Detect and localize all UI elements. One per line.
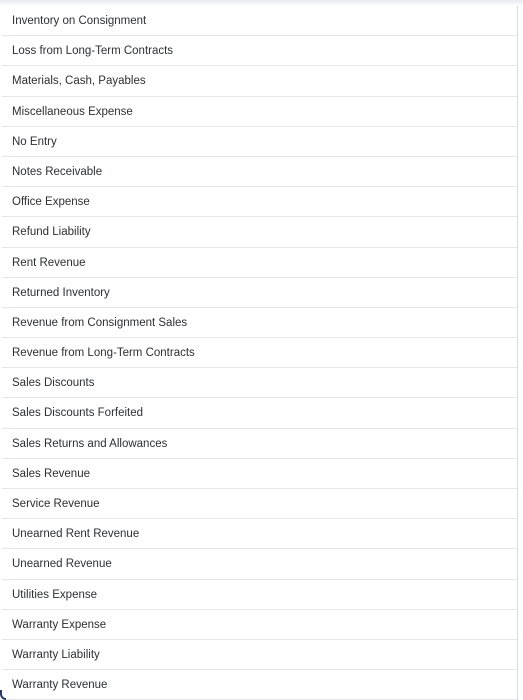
option-sales-discounts-forfeited[interactable]: Sales Discounts Forfeited	[2, 398, 517, 428]
option-sales-returns-and-allowances[interactable]: Sales Returns and Allowances	[2, 429, 517, 459]
option-notes-receivable[interactable]: Notes Receivable	[2, 157, 517, 187]
option-rent-revenue[interactable]: Rent Revenue	[2, 248, 517, 278]
option-warranty-liability[interactable]: Warranty Liability	[2, 640, 517, 670]
option-unearned-revenue[interactable]: Unearned Revenue	[2, 549, 517, 579]
option-warranty-revenue[interactable]: Warranty Revenue	[2, 670, 517, 700]
option-materials-cash-payables[interactable]: Materials, Cash, Payables	[2, 66, 517, 96]
option-loss-from-long-term-contracts[interactable]: Loss from Long-Term Contracts	[2, 36, 517, 66]
option-warranty-expense[interactable]: Warranty Expense	[2, 610, 517, 640]
option-revenue-from-consignment-sales[interactable]: Revenue from Consignment Sales	[2, 308, 517, 338]
account-dropdown-list[interactable]	[2, 6, 518, 700]
option-revenue-from-long-term-contracts[interactable]: Revenue from Long-Term Contracts	[2, 338, 517, 368]
option-unearned-rent-revenue[interactable]: Unearned Rent Revenue	[2, 519, 517, 549]
option-miscellaneous-expense[interactable]: Miscellaneous Expense	[2, 97, 517, 127]
option-refund-liability[interactable]: Refund Liability	[2, 217, 517, 247]
option-sales-discounts[interactable]: Sales Discounts	[2, 368, 517, 398]
option-office-expense[interactable]: Office Expense	[2, 187, 517, 217]
option-utilities-expense[interactable]: Utilities Expense	[2, 580, 517, 610]
option-returned-inventory[interactable]: Returned Inventory	[2, 278, 517, 308]
option-service-revenue[interactable]: Service Revenue	[2, 489, 517, 519]
option-sales-revenue[interactable]: Sales Revenue	[2, 459, 517, 489]
option-list	[2, 6, 517, 700]
option-no-entry[interactable]: No Entry	[2, 127, 517, 157]
focus-corner-marker	[0, 690, 6, 700]
option-inventory-on-consignment[interactable]: Inventory on Consignment	[2, 6, 517, 36]
